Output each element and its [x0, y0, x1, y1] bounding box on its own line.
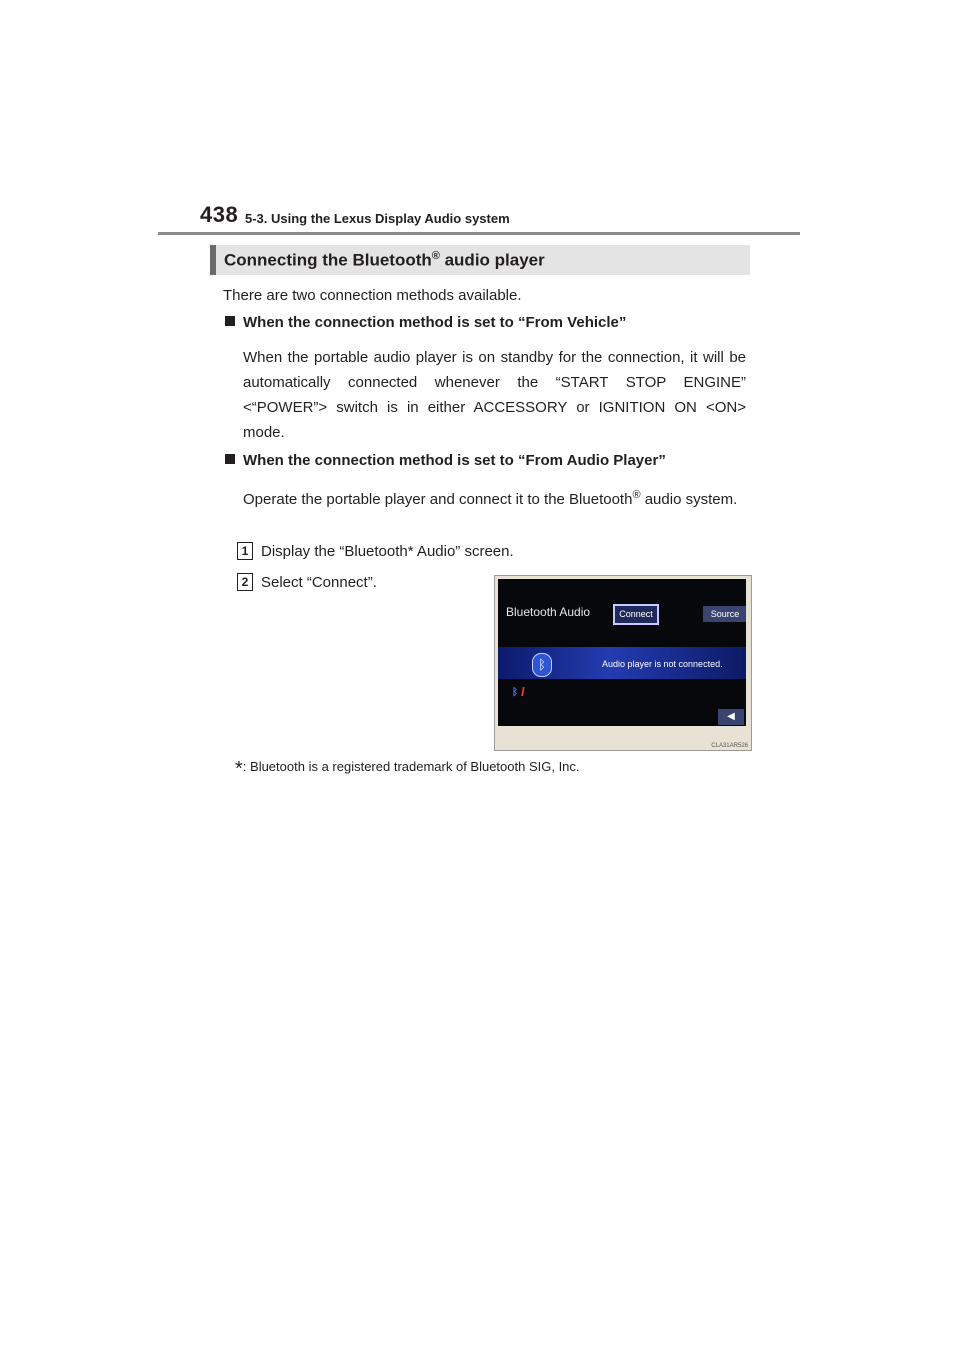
intro-text: There are two connection methods available.	[223, 287, 522, 304]
registered-mark: ®	[431, 250, 440, 262]
step-number-1: 1	[237, 542, 253, 560]
screen-title: Bluetooth Audio	[506, 605, 591, 619]
heading-accent	[210, 245, 216, 275]
source-button[interactable]: Source	[703, 606, 746, 622]
condition-heading-vehicle: When the connection method is set to “From Vehicle”	[225, 314, 626, 331]
image-code: CLA31AR526	[711, 743, 748, 749]
header-rule	[158, 232, 800, 235]
signal-bars-icon: l	[521, 685, 525, 699]
bullet-square-icon	[225, 454, 235, 464]
status-message: Audio player is not connected.	[602, 659, 723, 669]
step-number-2: 2	[237, 573, 253, 591]
condition-body-player: Operate the portable player and connect it to the Bluetooth® audio system.	[243, 489, 738, 508]
screen-illustration	[494, 575, 752, 751]
section-heading	[210, 245, 750, 275]
footnote: *: Bluetooth is a registered trademark of Bluetooth SIG, Inc.	[235, 758, 580, 780]
condition-body-vehicle: When the portable audio player is on standby for the connection, it will be automatically connected whenever the “START STOP ENGINE” <“POWER”> switch is in either ACCESSORY or IGNITION ON <ON> mode.	[243, 349, 746, 441]
step-2-text: Select “Connect”.	[261, 574, 377, 591]
section-title: 5-3. Using the Lexus Display Audio system	[245, 211, 510, 226]
condition-heading-player: When the connection method is set to “From Audio Player”	[225, 452, 666, 469]
heading-text: Connecting the Bluetooth® audio player	[224, 250, 545, 270]
volume-button[interactable]	[718, 709, 744, 725]
display-screen	[498, 579, 746, 726]
connect-button[interactable]: Connect	[613, 604, 659, 625]
bullet-square-icon	[225, 316, 235, 326]
speaker-icon: ◀	[727, 711, 735, 722]
bluetooth-icon: ᛒ	[532, 653, 552, 677]
page-number: 438	[200, 202, 239, 227]
step-1-text: Display the “Bluetooth* Audio” screen.	[261, 543, 514, 560]
bluetooth-small-icon: ᛒ	[512, 687, 518, 698]
